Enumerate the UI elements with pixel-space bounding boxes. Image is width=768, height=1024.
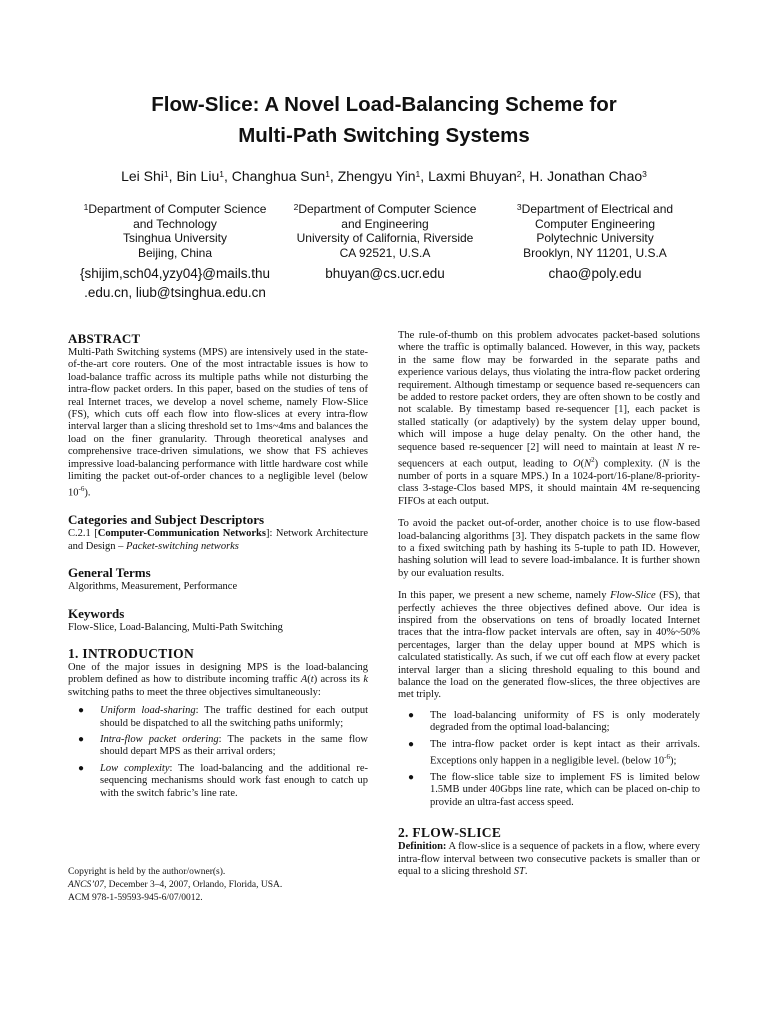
- email-2: bhuyan@cs.ucr.edu: [325, 266, 445, 281]
- email-1: {shijim,sch04,yzy04}@mails.thu .edu.cn, liub@tsinghua.edu.cn: [79, 266, 271, 300]
- list-item: ● Intra-flow packet ordering: The packets in the same flow should depart MPS as their arrival orders;: [78, 734, 368, 758]
- body-paragraph: To avoid the packet out-of-order, another choice is to use flow-based load-balancing algorithms [3]. They dispatch packets in the same flow to a fixed switching path by hashing its 5-tuple to path ID. However, hashing solution will lead to severe load-imbalance. It is further shown by our evaluation results.: [398, 518, 700, 579]
- keywords-text: Flow-Slice, Load-Balancing, Multi-Path Switching: [68, 621, 283, 633]
- paper-title: [0, 89, 768, 151]
- affiliation-2: $^2$Department of Computer Science and Engineering University of California, Riverside CA 92521, U.S.A: [293, 202, 477, 261]
- general-terms-heading: General Terms: [68, 565, 151, 581]
- author: Bin Liu$^1$,: [176, 168, 232, 184]
- author: Laxmi Bhuyan$^2$,: [428, 168, 530, 184]
- categories-text: C.2.1 [Computer-Communication Networks]: Network Architecture and Design – Packet-switching networks: [68, 528, 369, 552]
- list-item: ● Uniform load-sharing: The traffic destined for each output should be dispatched to all the switching paths uniformly;: [78, 705, 368, 729]
- copyright-notice: Copyright is held by the author/owner(s). ANCS’07, December 3–4, 2007, Orlando, Florida, USA. ACM 978-1-59593-945-6/07/0012.: [68, 867, 283, 903]
- list-item: ● The intra-flow packet order is kept intact as their arrivals. Exceptions only happen in a negligible level. (below $10^{-6}$);: [408, 738, 700, 767]
- categories-heading: Categories and Subject Descriptors: [68, 512, 265, 528]
- right-column: [398, 330, 700, 878]
- list-item: ● The load-balancing uniformity of FS is only moderately degraded from the optimal load-balancing;: [408, 709, 700, 734]
- author: H. Jonathan Chao$^3$: [529, 168, 647, 184]
- list-item: ● Low complexity: The load-balancing and the additional re-sequencing mechanisms should work fast enough to catch up with the switch fabric’s line rate.: [78, 762, 368, 799]
- list-item: ● The flow-slice table size to implement FS is limited below 1.5MB under 40Gbps line rate, which can be placed on-chip to provide an ultra-fast access speed.: [408, 772, 700, 808]
- bullet-icon: ●: [78, 734, 85, 746]
- left-column: [68, 331, 368, 804]
- abstract-heading: ABSTRACT: [68, 331, 141, 346]
- author-list: [0, 167, 768, 185]
- introduction-heading: 1. INTRODUCTION: [68, 646, 195, 661]
- introduction-paragraph: One of the major issues in designing MPS is the load-balancing problem defined as how to distribute incoming traffic A(t) across its k switching paths to meet the three objectives simultaneously:: [68, 662, 368, 698]
- body-paragraph: In this paper, we present a new scheme, namely Flow-Slice (FS), that perfectly achieves the three objectives defined above. Our idea is inspired from the observations on tens of broadly located Internet traces that the intra-flow packet intervals are often, say in 40%~50% percentages, larger than the delay upper bound at MPS which is calculated statistically. As such, if we cut off each flow at every packet interval larger than a slicing threshold equaling to this bound and balance the load on the generated flow-slices, the three objectives are met triply.: [398, 590, 701, 701]
- flow-slice-heading: 2. FLOW-SLICE: [398, 825, 502, 841]
- bullet-icon: ●: [408, 738, 415, 750]
- abstract-text: Multi-Path Switching systems (MPS) are intensively used in the state-of-the-art core routers. One of the most intractable issues is how to load-balance traffic across its multiple paths while not disturbing the intra-flow packet orders. In this paper, based on the studies of tens of real Internet traces, we develop a novel scheme, namely Flow-Slice (FS), which cuts off each flow into flow-slices at every intra-flow interval larger than a slicing threshold set to 1ms~4ms and balances the load on the finer granularity. Through theoretical analyses and comprehensive trace-driven simulations, we show that FS achieves impressive load-balancing performance with little hardware cost while limiting the packet out-of-order chances to a negligible level (below $10^{-6}$).: [68, 347, 368, 499]
- affiliation-3: $^3$Department of Electrical and Computer Engineering Polytechnic University Brooklyn, NY 11201, U.S.A: [516, 202, 674, 261]
- objectives-list: [68, 705, 368, 800]
- bullet-icon: ●: [408, 709, 415, 721]
- definition-paragraph: Definition: A flow-slice is a sequence of packets in a flow, where every intra-flow interval between two consecutive packets is smaller than or equal to a slicing threshold ST.: [398, 841, 700, 878]
- author: Zhengyu Yin$^1$,: [337, 168, 429, 184]
- keywords-heading: Keywords: [68, 605, 125, 621]
- title-line-2: Multi-Path Switching Systems: [238, 124, 530, 147]
- title-line-1: Flow-Slice: A Novel Load-Balancing Scheme for: [151, 93, 617, 116]
- email-3: chao@poly.edu: [548, 266, 642, 281]
- affiliation-1: $^1$Department of Computer Science and Technology Tsinghua University Beijing, China: [83, 202, 267, 261]
- author: Changhua Sun$^1$,: [231, 168, 338, 184]
- body-paragraph: The rule-of-thumb on this problem advocates packet-based solutions where the traffic is optimally balanced. However, in this way, packets in the same flow may be forwarded in the separate paths and experience various delays, thus violating the intra-flow packet ordering requirement. Although timestamp or sequence based re-sequencers can be added to restore packet orders, they are often shown to be costly and not scalable. By timestamp based re-sequencer [1], each packet is stalled statically (or adaptively) by the system delay upper bound, which will impose a huge delay penalty. On the other hand, the sequence based re-sequencer [2] will need to maintain at least N re-sequencers at each output, leading to $O(N^2)$ complexity. (N is the number of ports in a square MPS.) In a 1024-port/16-plane/8-priority-class 3-stage-Clos based MPS, it should maintain 4M re-sequencing FIFOs at each output.: [398, 330, 701, 507]
- bullet-icon: ●: [408, 772, 415, 783]
- bullet-icon: ●: [78, 762, 85, 774]
- results-list: [398, 710, 700, 809]
- author: Lei Shi$^1$,: [121, 168, 177, 184]
- general-terms-text: Algorithms, Measurement, Performance: [68, 581, 238, 593]
- bullet-icon: ●: [78, 705, 85, 717]
